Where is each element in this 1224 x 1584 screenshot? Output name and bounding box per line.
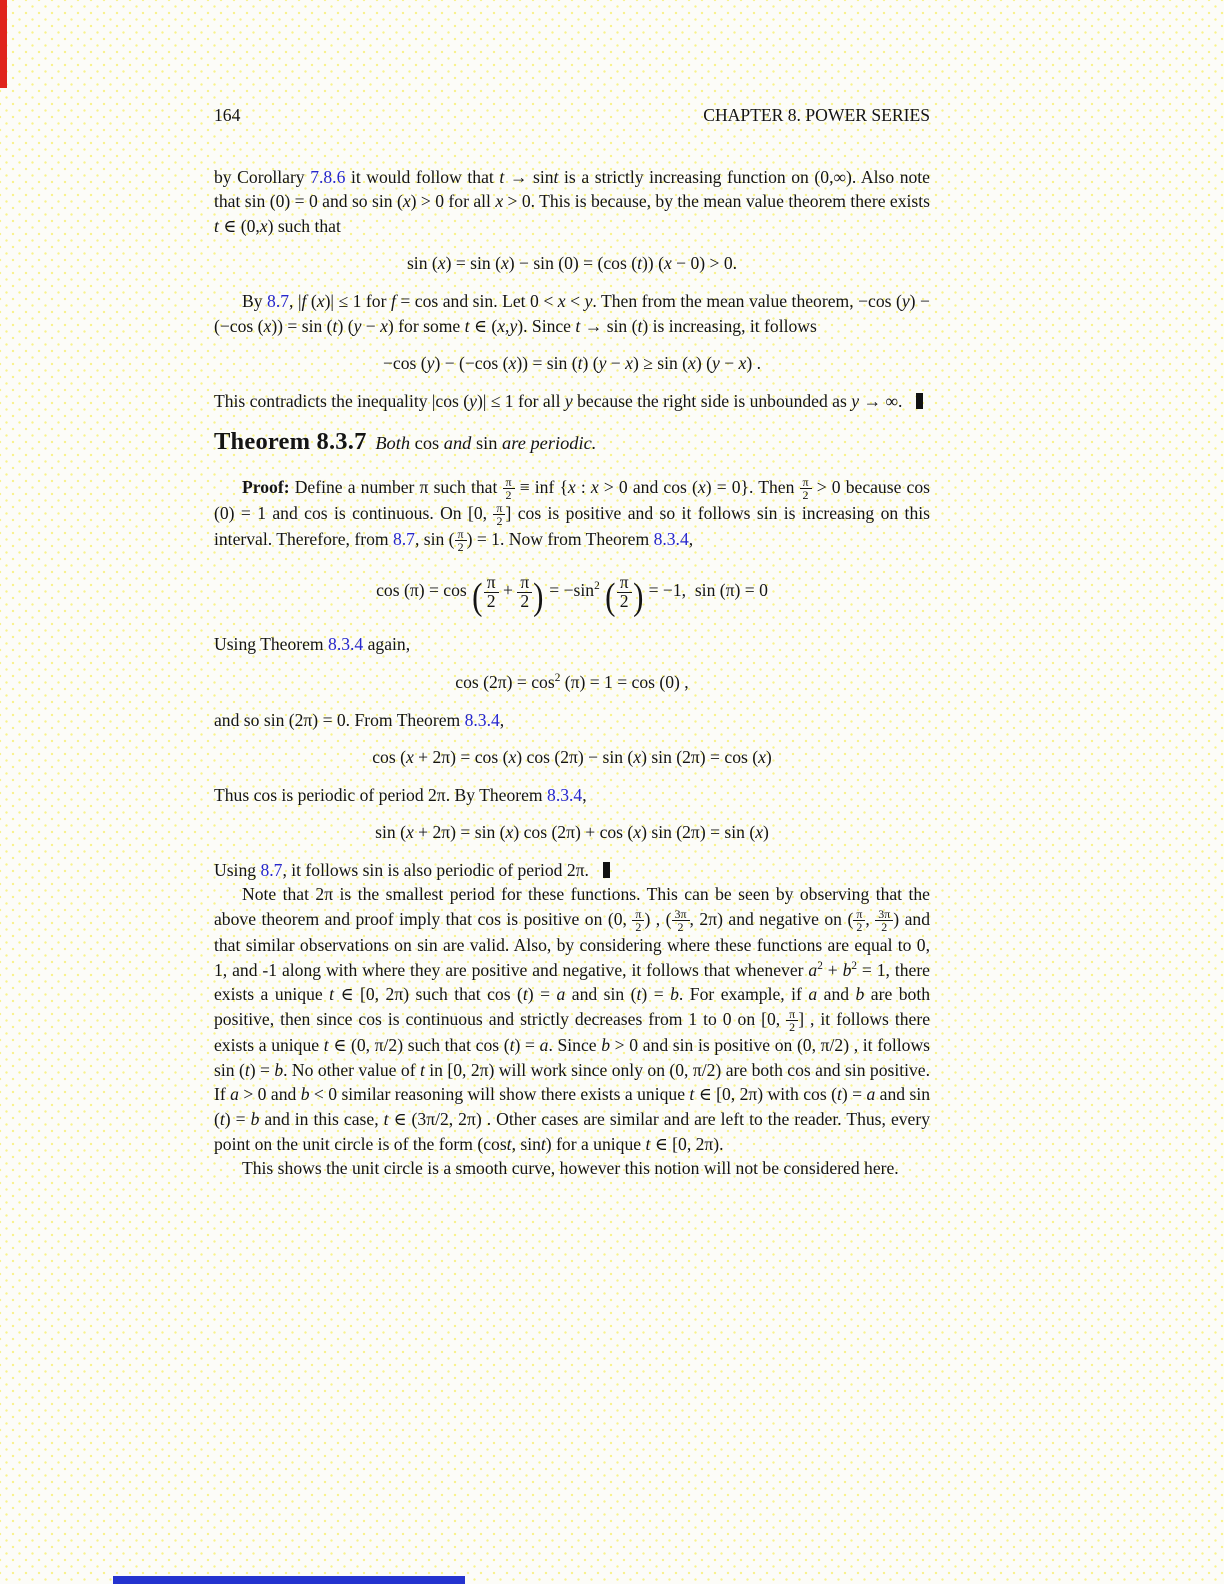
math-variable: x — [508, 353, 517, 374]
paragraph-smooth-curve: This shows the unit circle is a smooth curve, however this notion will not be considered here. — [242, 1158, 899, 1179]
bold-label: Proof: — [242, 476, 290, 497]
math-variable: f — [390, 290, 396, 311]
ref-link-8.3.4[interactable]: 8.3.4 — [464, 709, 500, 730]
math-variable: t — [329, 984, 335, 1005]
ref-link-8.7[interactable]: 8.7 — [267, 290, 290, 311]
qed-box — [603, 862, 610, 878]
fraction: $\frac{\pi}{2}$ — [632, 908, 644, 933]
superscript: 2 — [594, 580, 600, 593]
math-variable: b — [274, 1059, 284, 1080]
fraction: $\frac{3\pi}{2}$ — [672, 908, 690, 933]
math-variable: t — [575, 315, 581, 336]
math-variable: t — [540, 1133, 546, 1154]
math-variable: t — [636, 984, 642, 1005]
math-variable: x — [738, 353, 747, 374]
math-variable: t — [637, 253, 642, 274]
math-variable: t — [509, 1035, 515, 1056]
math-variable: t — [637, 315, 643, 336]
roman-text: sin — [475, 433, 498, 454]
math-variable: y — [469, 390, 477, 411]
math-variable: x — [500, 253, 509, 274]
math-variable: y — [584, 290, 593, 311]
math-variable: y — [353, 315, 362, 336]
chapter-title: CHAPTER 8. POWER SERIES — [703, 105, 930, 125]
math-variable: y — [598, 353, 607, 374]
math-variable: x — [380, 315, 388, 336]
fraction: $\frac{\pi}{2}$ — [517, 574, 532, 611]
math-variable: t — [332, 315, 338, 336]
math-variable: x — [263, 315, 272, 336]
math-variable: x — [688, 353, 696, 374]
equation-cos-2pi: $\cos (2\pi) = \cos^2 (\pi) = 1 = \cos (0)$ , — [455, 671, 689, 692]
math-variable: y — [851, 390, 860, 411]
math-variable: x — [505, 822, 514, 843]
math-variable: f — [301, 290, 307, 311]
math-variable: a — [230, 1084, 239, 1105]
math-variable: x — [405, 747, 414, 768]
fraction: $\frac{3\pi}{2}$ — [875, 908, 893, 933]
roman-text: cos — [414, 433, 440, 454]
scan-artifact-red — [0, 0, 7, 88]
math-variable: y — [711, 353, 720, 374]
math-variable: x — [567, 476, 576, 497]
math-variable: b — [601, 1035, 611, 1056]
math-variable: x — [633, 822, 642, 843]
paragraph-cos-periodic: Thus cos is periodic of period 2π. By Theorem 8.3.4, — [214, 784, 587, 805]
math-variable: t — [689, 1084, 695, 1105]
math-variable: and — [439, 433, 476, 454]
ref-link-8.7[interactable]: 8.7 — [260, 859, 283, 880]
math-variable: t — [464, 315, 470, 336]
superscript: 2 — [817, 959, 823, 972]
paragraph-proof: Proof: Define a number π such that $\frac{\pi}{2}$ ≡ inf {x : x > 0 and cos (x) = 0}. Then $\frac{\pi}{2}$ > 0 because cos (0) = 1 and cos is continuous. On [0, $\frac{\pi}{2}$ ] cos is positive and so it follows sin is increasing on this interval. Therefore, from 8.7, sin ( $\frac{\pi}{2}$ ) = 1. Now from Theorem 8.3.4, — [214, 474, 930, 555]
equation-cos-pi: cos (π) = cos ( $\frac{\pi}{2}$ + $\frac{\pi}{2}$ ) = $-\sin^2$ ( $\frac{\pi}{2}$ ) = −1, sin (π) = 0 — [376, 572, 768, 618]
paragraph-corollary-786: by Corollary 7.8.6 it would follow that t → sint is a strictly increasing function on (0,∞). Also note that sin (0) = 0 and so sin (x) > 0 for all x > 0. This is because, by the mean value theorem there exists t ∈ (0,x) such that — [214, 166, 930, 236]
superscript: 2 — [554, 672, 561, 685]
math-variable: a — [556, 984, 566, 1005]
math-variable: t — [506, 1133, 512, 1154]
math-variable: x — [755, 822, 763, 843]
math-variable: x — [402, 191, 411, 212]
paragraph-using-834-again: Using Theorem 8.3.4 again, — [214, 634, 411, 655]
math-variable: y — [564, 390, 573, 411]
math-variable: t — [499, 166, 505, 187]
math-variable: x — [758, 747, 766, 768]
math-variable: y — [901, 290, 910, 311]
math-variable: x — [437, 253, 446, 274]
page-header — [214, 103, 930, 128]
math-variable: Both — [375, 433, 415, 454]
math-variable: t — [522, 984, 528, 1005]
ref-link-8.3.4[interactable]: 8.3.4 — [547, 784, 583, 805]
paragraph-sin-2pi: and so sin (2π) = 0. From Theorem 8.3.4, — [214, 709, 505, 730]
math-variable: t — [323, 1035, 329, 1056]
fraction: $\frac{\pi}{2}$ — [493, 502, 505, 527]
math-variable: a — [866, 1084, 876, 1105]
paragraph-smallest-period: Note that 2π is the smallest period for these functions. This can be seen by observing that the above theorem and proof imply that cos is positive on (0, $\frac{\pi}{2}$ ) , ( $\frac{3\pi}{2}$ , 2π) and negative on ( $\frac{\pi}{2}$ , $\frac{3\pi}{2}$ ) and that similar observations on sin are valid. Also, by considering where these functions are equal to 0, 1, and -1 along with where they are positive and negative, it follows that whenever $a^2 + b^2 = 1$, there exists a unique t ∈ [0, 2π) such that cos (t) = a and sin (t) = b. For example, if a and b are both positive, then since cos is continuous and strictly decreases from 1 to 0 on [0, $\frac{\pi}{2}$ ] , it follows there exists a unique t ∈ (0, π/2) such that cos (t) = a. Since b > 0 and sin is positive on (0, π/2) , it follows sin (t) = b. No other value of t in [0, 2π) will work since only on (0, π/2) are both cos and sin positive. If a > 0 and b < 0 similar reasoning will show there exists a unique t ∈ [0, 2π) with cos (t) = a and sin (t) = b and in this case, t ∈ (3π/2, 2π) . Other cases are similar and are left to the reader. Thus, every point on the unit circle is of the form (cost, sint) for a unique t ∈ [0, 2π). — [214, 884, 931, 1154]
ref-link-8.3.4[interactable]: 8.3.4 — [653, 529, 689, 550]
math-variable: t — [419, 1059, 425, 1080]
fraction: $\frac{\pi}{2}$ — [853, 908, 865, 933]
math-variable: x — [697, 476, 706, 497]
page-body — [214, 165, 930, 1181]
equation-cos-addition: cos (x + 2π) = cos (x) cos (2π) − sin (x) sin (2π) = cos (x) — [372, 747, 772, 768]
fraction: $\frac{\pi}{2}$ — [617, 574, 632, 611]
math-variable: x — [259, 215, 268, 236]
math-variable: y — [509, 315, 518, 336]
math-variable: x — [590, 476, 599, 497]
math-variable: t — [553, 166, 559, 187]
math-variable: a — [808, 984, 818, 1005]
fraction: $\frac{\pi}{2}$ — [800, 476, 812, 501]
math-variable: t — [577, 353, 583, 374]
math-variable: x — [508, 747, 517, 768]
math-variable: t — [836, 1084, 842, 1105]
math-variable: x — [405, 822, 414, 843]
math-variable: b — [855, 984, 865, 1005]
math-variable: t — [244, 1059, 250, 1080]
math-variable: b — [670, 984, 679, 1005]
superscript: 2 — [851, 959, 857, 972]
math-variable: a — [808, 959, 818, 980]
math-variable: x — [625, 353, 633, 374]
equation-sin-mvt: sin (x) = sin (x) − sin (0) = (cos (t)) (x − 0) > 0. — [406, 253, 738, 274]
fraction: $\frac{\pi}{2}$ — [455, 528, 467, 553]
theorem-statement — [375, 433, 596, 453]
fraction: $\frac{\pi}{2}$ — [786, 1008, 798, 1033]
math-variable: a — [539, 1035, 549, 1056]
page-number: 164 — [214, 105, 241, 125]
fraction: $\frac{\pi}{2}$ — [484, 574, 499, 611]
equation-cos-inequality: −cos (y) − (−cos (x)) = sin (t) (y − x) ≥ sin (x) (y − x) . — [382, 353, 761, 374]
paragraph-by-87: By 8.7, |f (x)| ≤ 1 for f = cos and sin. Let 0 < x < y. Then from the mean value theorem, −cos (y) − (−cos (x)) = sin (t) (y − x) for some t ∈ (x,y). Since t → sin (t) is increasing, it follows — [214, 290, 930, 336]
math-variable: x — [633, 747, 642, 768]
math-variable: y — [426, 353, 435, 374]
paragraph-contradiction: This contradicts the inequality |cos (y)| ≤ 1 for all y because the right side is unbounded as y → ∞. — [214, 389, 930, 414]
equation-sin-addition: sin (x + 2π) = sin (x) cos (2π) + cos (x) sin (2π) = sin (x) — [375, 822, 769, 843]
math-variable: t — [214, 215, 219, 236]
math-variable: x — [495, 191, 504, 212]
theorem-number: Theorem 8.3.7 — [214, 428, 367, 456]
math-variable: t — [219, 1108, 225, 1129]
qed-box — [916, 393, 923, 409]
paragraph-sin-periodic: Using 8.7, it follows sin is also periodic of period 2π. — [214, 858, 930, 883]
math-variable: are periodic. — [497, 433, 597, 454]
page — [214, 103, 930, 1181]
fraction: $\frac{\pi}{2}$ — [503, 476, 515, 501]
ref-link-8.3.4[interactable]: 8.3.4 — [328, 634, 364, 655]
math-variable: b — [250, 1108, 260, 1129]
math-variable: b — [842, 959, 852, 980]
ref-link-8.7[interactable]: 8.7 — [392, 529, 415, 550]
theorem-837 — [214, 430, 930, 456]
math-variable: x — [557, 290, 566, 311]
math-variable: b — [300, 1084, 310, 1105]
math-variable: t — [383, 1108, 389, 1129]
math-variable: x — [316, 290, 325, 311]
ref-link-7.8.6[interactable]: 7.8.6 — [310, 166, 346, 187]
math-variable: x — [663, 253, 672, 274]
math-variable: x — [497, 315, 506, 336]
math-variable: t — [645, 1133, 651, 1154]
scan-artifact-blue — [113, 1576, 465, 1584]
